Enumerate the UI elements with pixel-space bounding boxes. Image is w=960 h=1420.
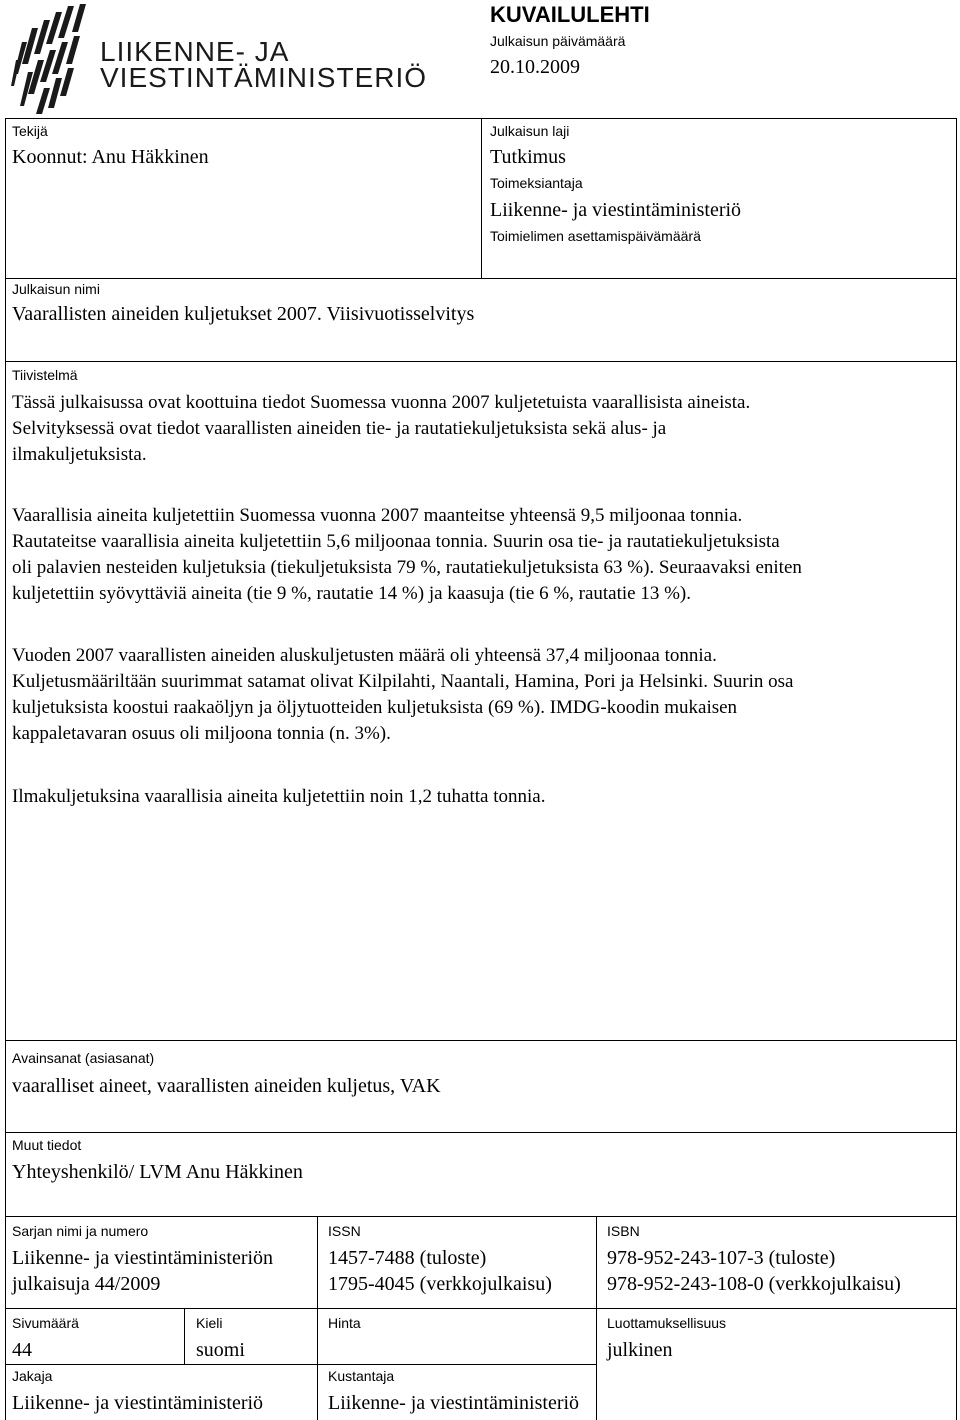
rule-price-bottom [317,1364,597,1365]
abstract-line: Vuoden 2007 vaarallisten aineiden aluskuljetusten määrä oli yhteensä 37,4 miljoonaa tonnia. [12,645,717,666]
issn-label: ISSN [328,1223,361,1239]
rule-after-other [5,1216,957,1217]
isbn-line-2: 978-952-243-108-0 (verkkojulkaisu) [607,1273,901,1295]
series-line-1: Liikenne- ja viestintäministeriön [12,1247,274,1269]
abstract-line: kuljetettiin syövyttäviä aineita (tie 9 %, rautatie 14 %) ja kaasuja (tie 6 %, rautatie 13 %). [12,583,692,604]
other-info-value: Yhteyshenkilö/ LVM Anu Häkkinen [12,1161,303,1183]
distribution-label: Jakaja [12,1368,53,1384]
other-info-label: Muut tiedot [12,1137,82,1153]
abstract-paragraph-2 [12,503,952,607]
abstract-line: Vaarallisia aineita kuljetettiin Suomessa vuonna 2007 maanteitse yhteensä 9,5 miljoonaa tonnia. [12,505,743,526]
publication-date-value: 20.10.2009 [490,56,580,78]
abstract-line: Tässä julkaisussa ovat koottuina tiedot Suomessa vuonna 2007 kuljetetuista vaarallisista aineista. [12,392,751,413]
confidentiality-value: julkinen [607,1339,673,1361]
keywords-value: vaaralliset aineet, vaarallisten aineiden kuljetus, VAK [12,1075,441,1097]
author-value: Koonnut: Anu Häkkinen [12,146,209,168]
abstract-line: oli palavien nesteiden kuljetuksia (tiekuljetuksista 79 %, rautatiekuljetuksista 63 %). Seuraavaksi eniten [12,557,802,578]
issn-line-1: 1457-7488 (tuloste) [328,1247,487,1269]
publication-name-label: Julkaisun nimi [12,281,100,297]
rule-after-title [5,361,957,362]
rule-pages-bottom [5,1364,318,1365]
confidentiality-label: Luottamuksellisuus [607,1315,727,1331]
abstract-line: Selvityksessä ovat tiedot vaarallisten aineiden tie- ja rautatiekuljetuksista sekä alus- ja [12,418,667,439]
rule-after-series [5,1308,957,1309]
commissioner-label: Toimeksiantaja [490,175,583,191]
abstract-line: Ilmakuljetuksina vaarallisia aineita kuljetettiin noin 1,2 tuhatta tonnia. [12,786,546,807]
series-label: Sarjan nimi ja numero [12,1223,149,1239]
logo-line-2: VIESTINTÄMINISTERIÖ [100,62,428,93]
abstract-line: Rautateitse vaarallisia aineita kuljetettiin 5,6 miljoonaa tonnia. Suurin osa tie- ja rautatiekuljetuksista [12,531,780,552]
isbn-label: ISBN [607,1223,640,1239]
rule-col-issn [317,1216,318,1420]
publication-type-label: Julkaisun laji [490,123,570,139]
pages-label: Sivumäärä [12,1315,79,1331]
abstract-paragraph-1 [12,390,952,468]
publication-date-label: Julkaisun päivämäärä [490,33,626,49]
frame-left [5,118,6,1420]
isbn-line-1: 978-952-243-107-3 (tuloste) [607,1247,836,1269]
abstract-label: Tiivistelmä [12,367,78,383]
price-label: Hinta [328,1315,361,1331]
abstract-line: kuljetuksista koostui raakaöljyn ja öljytuotteiden kuljetuksista (69 %). IMDG-koodin mukaisen [12,697,738,718]
publisher-label: Kustantaja [328,1368,395,1384]
committee-date-label: Toimielimen asettamispäivämäärä [490,228,701,244]
keywords-label: Avainsanat (asiasanat) [12,1050,155,1066]
series-line-2: julkaisuja 44/2009 [12,1273,161,1295]
abstract-line: Kuljetusmääriltään suurimmat satamat olivat Kilpilahti, Naantali, Hamina, Pori ja Helsinki. Suurin osa [12,671,794,692]
rule-after-keywords [5,1132,957,1133]
abstract-paragraph-4 [12,784,952,810]
rule-after-abstract [5,1040,957,1041]
language-value: suomi [196,1339,245,1361]
logo-line-1: LIIKENNE- JA [100,36,290,67]
abstract-line: kappaletavaran osuus oli miljoona tonnia (n. 3%). [12,723,391,744]
abstract-line: ilmakuljetuksista. [12,444,147,465]
frame-right [956,118,957,1420]
rule-col-language [184,1308,185,1364]
ministry-logo-mark [8,2,98,114]
abstract-paragraph-3 [12,643,952,747]
rule-author-divider [481,118,482,278]
publication-name-value: Vaarallisten aineiden kuljetukset 2007. Viisivuotisselvitys [12,303,475,325]
rule-col-isbn [596,1216,597,1420]
publisher-value: Liikenne- ja viestintäministeriö [328,1392,580,1414]
distribution-value: Liikenne- ja viestintäministeriö [12,1392,264,1414]
author-label: Tekijä [12,123,48,139]
rule-after-author [5,278,957,279]
pages-value: 44 [12,1339,32,1361]
ministry-logo [8,2,468,114]
document-type-title: KUVAILULEHTI [490,2,650,27]
issn-line-2: 1795-4045 (verkkojulkaisu) [328,1273,552,1295]
commissioner-value: Liikenne- ja viestintäministeriö [490,199,742,221]
publication-type-value: Tutkimus [490,146,566,168]
language-label: Kieli [196,1315,223,1331]
